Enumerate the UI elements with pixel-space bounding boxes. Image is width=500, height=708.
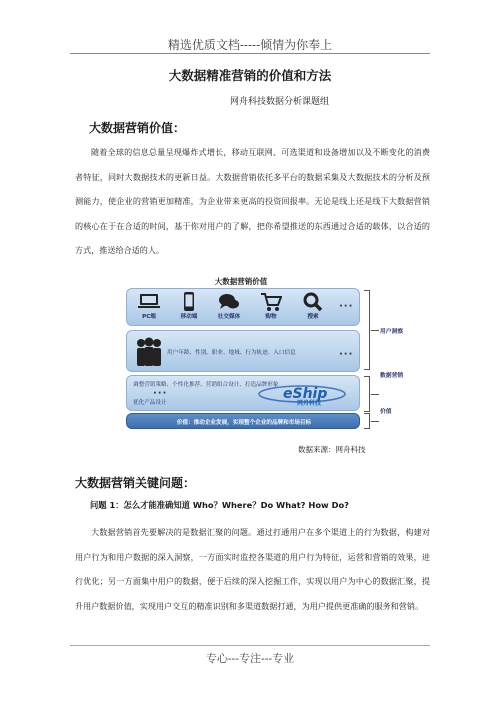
marketing-value-diagram	[122, 276, 422, 454]
page-footer: 专心---专注---专业	[205, 652, 295, 665]
arrow-value	[371, 421, 379, 422]
more-profile-ellipsis: ···	[339, 349, 354, 360]
chat-icon	[218, 292, 240, 312]
document-title: 大数据精准营销的价值和方法	[168, 68, 332, 83]
strategy-band	[126, 375, 360, 411]
cart-icon	[260, 292, 282, 312]
data-source: 数据来源：网舟科技	[298, 445, 366, 454]
mobile-icon	[178, 292, 200, 312]
section-paragraph-value: 随着全球的信息总量呈现爆炸式增长，移动互联网、可选渠道和设备增加以及不断变化的消费者特征，同时大数据技术的更新日益。大数据营销依托多平台的数据采集及大数据技术的分析及预测能力，使企业的营销更加精准，为企业带来更高的投资回报率。无论是线上还是线下大数据营销的核心在于在合适的时间，基于你对用户的了解，把你希望推送的东西通过合适的载体，以合适的方式，推送给合适的人。	[75, 147, 430, 255]
more-channels-ellipsis: ···	[339, 301, 354, 312]
channel-pc	[131, 292, 167, 320]
question-1: 问题 1：怎么才能准确知道 Who？Where？Do What? How Do?	[90, 500, 349, 510]
arrow-marketing	[371, 394, 379, 395]
channel-social	[211, 292, 247, 320]
strategy-text: 调整营销策略、个性化推荐、营销组合设计、打造品牌形象	[133, 382, 279, 388]
section-heading-value: 大数据营销价值：	[89, 121, 186, 135]
users-icon	[134, 337, 164, 367]
magnifier-icon	[302, 292, 324, 312]
eship-logo	[257, 384, 347, 406]
profile-band	[126, 330, 360, 372]
channel-label: 移动端	[180, 314, 198, 320]
page-header: 精选优质文档-----倾情为你奉上	[167, 38, 333, 52]
channel-label: PC端	[142, 314, 156, 320]
svg-text:网舟科技: 网舟科技	[297, 400, 322, 406]
section-paragraph-issues: 大数据营销首先要解决的是数据汇聚的问题。通过打通用户在多个渠道上的行为数据，构建对用户行为和用户数据的深入洞察，一方面实时监控各渠道的用户行为特征，运营和营销的效果，进行优化；另一方面集中用户的数据，便于后续的深入挖掘工作，实现以用户为中心的数据汇聚，提升用户数据价值，实现用户交互的精准识别和多渠道数据打通，为用户提供更准确的服务和营销。	[75, 527, 430, 611]
channel-shopping	[253, 292, 289, 320]
bracket-insight	[364, 290, 370, 370]
channel-mobile	[171, 292, 207, 320]
section-heading-issues: 大数据营销关键问题：	[75, 476, 196, 490]
channel-label: 搜索	[307, 314, 319, 320]
side-label-value: 价值	[380, 409, 392, 415]
header-divider	[70, 53, 430, 54]
channel-label: 社交媒体	[217, 314, 241, 320]
profile-text: 用户年龄、性别、职业、地域、行为轨迹、入口信息	[167, 350, 296, 356]
bracket-value	[364, 413, 370, 429]
bracket-marketing	[364, 376, 370, 412]
channel-label: 购物	[265, 314, 277, 320]
diagram-title: 大数据营销价值	[214, 277, 268, 286]
value-band	[126, 413, 360, 429]
strategy-text-2: 优化产品设计	[133, 400, 167, 406]
side-label-marketing: 数据营销	[380, 373, 404, 379]
side-label-insight: 用户洞察	[380, 329, 404, 335]
pc-icon	[138, 292, 160, 312]
footer-divider	[70, 645, 430, 646]
svg-text:eShip: eShip	[283, 386, 328, 402]
arrow-insight	[371, 330, 379, 331]
channel-band	[126, 288, 360, 326]
channel-search	[295, 292, 331, 320]
author-line: 网舟科技数据分析课题组	[230, 97, 330, 107]
value-text: 价值：推动企业发展，实现整个企业的品牌和市场目标	[176, 420, 312, 426]
more-strategy-ellipsis: ···	[153, 388, 168, 399]
